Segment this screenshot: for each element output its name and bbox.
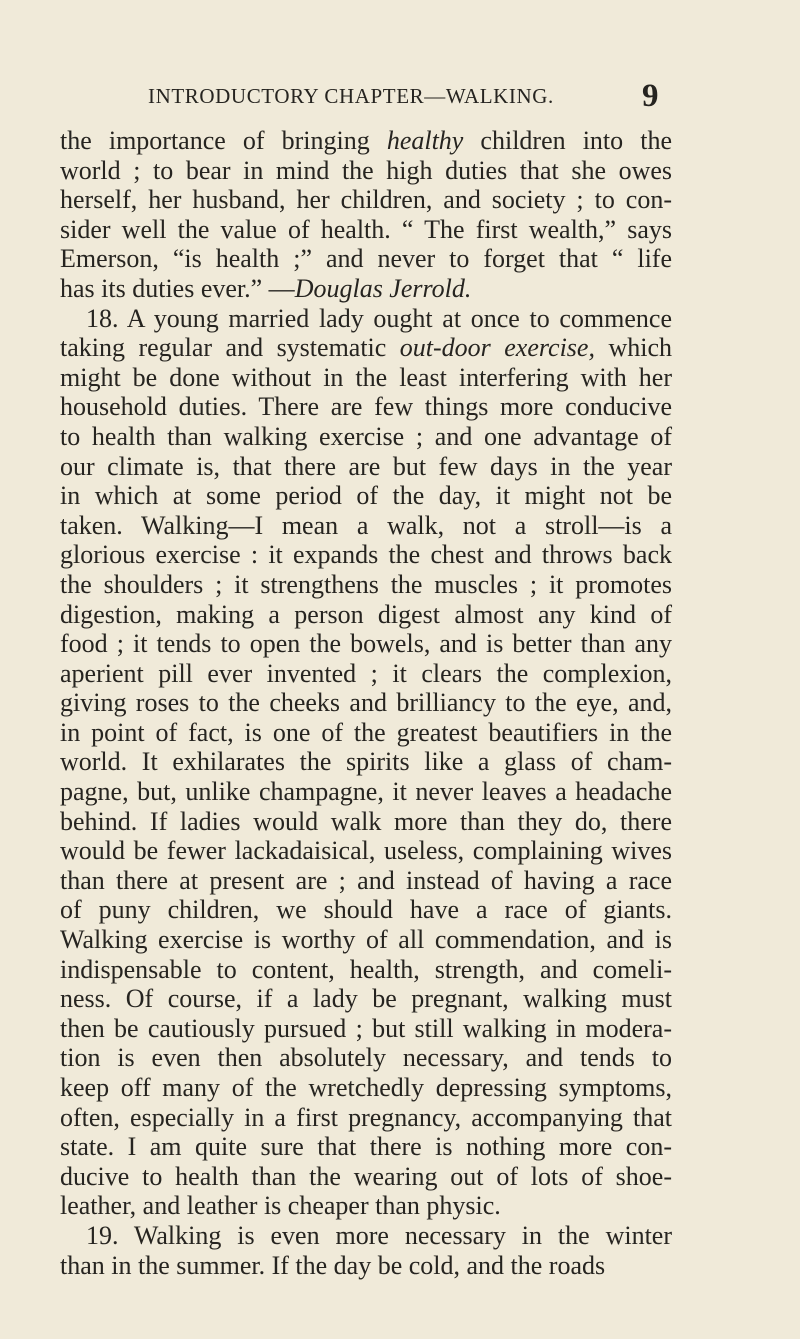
text-run: state. I am quite sure that there is nothing more con- xyxy=(60,1132,672,1162)
running-head xyxy=(0,78,800,114)
text-line xyxy=(60,718,672,748)
text-run: taken. Walking—I mean a walk, not a stroll—is a xyxy=(60,510,672,540)
text-line xyxy=(60,511,672,541)
text-run: which xyxy=(594,333,672,363)
text-line xyxy=(60,1251,672,1281)
text-run: leather, and leather is cheaper than physic. xyxy=(60,1191,501,1221)
text-line xyxy=(60,1191,672,1221)
text-line xyxy=(60,925,672,955)
text-run: digestion, making a person digest almost any kind of xyxy=(60,599,672,629)
text-line xyxy=(60,540,672,570)
text-line xyxy=(60,1043,672,1073)
page-number: 9 xyxy=(642,78,659,114)
text-run: than there at present are ; and instead of having a race xyxy=(60,865,672,895)
text-run: behind. If ladies would walk more than they do, there xyxy=(60,806,672,836)
text-line xyxy=(60,984,672,1014)
text-line xyxy=(60,777,672,807)
text-line xyxy=(60,185,672,215)
text-run: Walking exercise is worthy of all commendation, and is xyxy=(60,925,672,955)
text-line xyxy=(60,688,672,718)
text-run: has its duties ever.” — xyxy=(60,273,295,303)
text-run: ducive to health than the wearing out of lots of shoe- xyxy=(60,1161,672,1191)
text-line xyxy=(60,1073,672,1103)
text-run: food ; it tends to open the bowels, and is better than any xyxy=(60,629,672,659)
text-line xyxy=(60,1103,672,1133)
text-line xyxy=(60,866,672,896)
text-run: of puny children, we should have a race of giants. xyxy=(60,895,672,925)
text-run: would be fewer lackadaisical, useless, complaining wives xyxy=(60,836,672,866)
running-title: INTRODUCTORY CHAPTER—WALKING. xyxy=(148,84,554,108)
text-run: 19. Walking is even more necessary in the winter xyxy=(86,1220,672,1250)
text-run: glorious exercise : it expands the chest and throws back xyxy=(60,540,672,570)
italic-text: healthy xyxy=(386,126,464,155)
text-run: sider well the value of health. “ The first wealth,” says xyxy=(60,214,672,244)
text-run: pagne, but, unlike champagne, it never leaves a headache xyxy=(60,777,672,807)
text-run: tion is even then absolutely necessary, and tends to xyxy=(60,1043,672,1073)
text-line xyxy=(60,363,672,393)
text-line xyxy=(60,244,672,274)
text-line xyxy=(60,304,672,334)
text-run: Emerson, “is health ;” and never to forget that “ life xyxy=(60,244,672,274)
text-run: world. It exhilarates the spirits like a glass of cham- xyxy=(60,747,672,777)
text-line xyxy=(60,807,672,837)
text-line xyxy=(60,333,672,363)
text-line xyxy=(60,659,672,689)
text-run: giving roses to the cheeks and brilliancy to the eye, and, xyxy=(60,688,672,718)
text-run: might be done without in the least interfering with her xyxy=(60,362,672,392)
text-run: in point of fact, is one of the greatest beautifiers in the xyxy=(60,717,672,747)
text-line xyxy=(60,126,672,156)
text-line xyxy=(60,156,672,186)
text-run: often, especially in a first pregnancy, accompanying that xyxy=(60,1102,672,1132)
text-run: world ; to bear in mind the high duties that she owes xyxy=(60,155,672,185)
text-line xyxy=(60,1014,672,1044)
text-line xyxy=(60,747,672,777)
text-line xyxy=(60,895,672,925)
text-run: children into the xyxy=(463,126,672,155)
text-line xyxy=(60,1162,672,1192)
text-run: our climate is, that there are but few days in the year xyxy=(60,451,672,481)
text-line xyxy=(60,422,672,452)
italic-text: out-door exercise, xyxy=(399,333,595,363)
text-run: aperient pill ever invented ; it clears the complexion, xyxy=(60,658,672,688)
text-line xyxy=(60,452,672,482)
text-run: ness. Of course, if a lady be pregnant, walking must xyxy=(60,984,672,1014)
body-text xyxy=(60,126,672,1280)
text-line xyxy=(60,629,672,659)
text-run: 18. A young married lady ought at once to commence xyxy=(86,303,672,333)
text-line xyxy=(60,955,672,985)
text-run: to health than walking exercise ; and one advantage of xyxy=(60,421,672,451)
text-run: taking regular and systematic xyxy=(60,333,400,363)
text-run: household duties. There are few things more conducive xyxy=(60,392,672,422)
text-line xyxy=(60,1221,672,1251)
text-line xyxy=(60,570,672,600)
italic-text: Douglas Jerrold. xyxy=(294,273,472,303)
text-line xyxy=(60,600,672,630)
text-run: in which at some period of the day, it might not be xyxy=(60,481,672,511)
text-run: herself, her husband, her children, and society ; to con- xyxy=(60,185,672,215)
text-line xyxy=(60,215,672,245)
text-line xyxy=(60,1132,672,1162)
text-run: the shoulders ; it strengthens the muscles ; it promotes xyxy=(60,569,672,599)
text-line xyxy=(60,392,672,422)
text-run: than in the summer. If the day be cold, and the roads xyxy=(60,1250,606,1280)
text-run: then be cautiously pursued ; but still walking in modera- xyxy=(60,1013,672,1043)
text-run: keep off many of the wretchedly depressing symptoms, xyxy=(60,1073,672,1102)
text-line xyxy=(60,274,672,304)
text-line xyxy=(60,836,672,866)
text-run: indispensable to content, health, strength, and comeli- xyxy=(60,954,672,984)
text-run: the importance of bringing xyxy=(60,126,387,155)
text-line xyxy=(60,481,672,511)
